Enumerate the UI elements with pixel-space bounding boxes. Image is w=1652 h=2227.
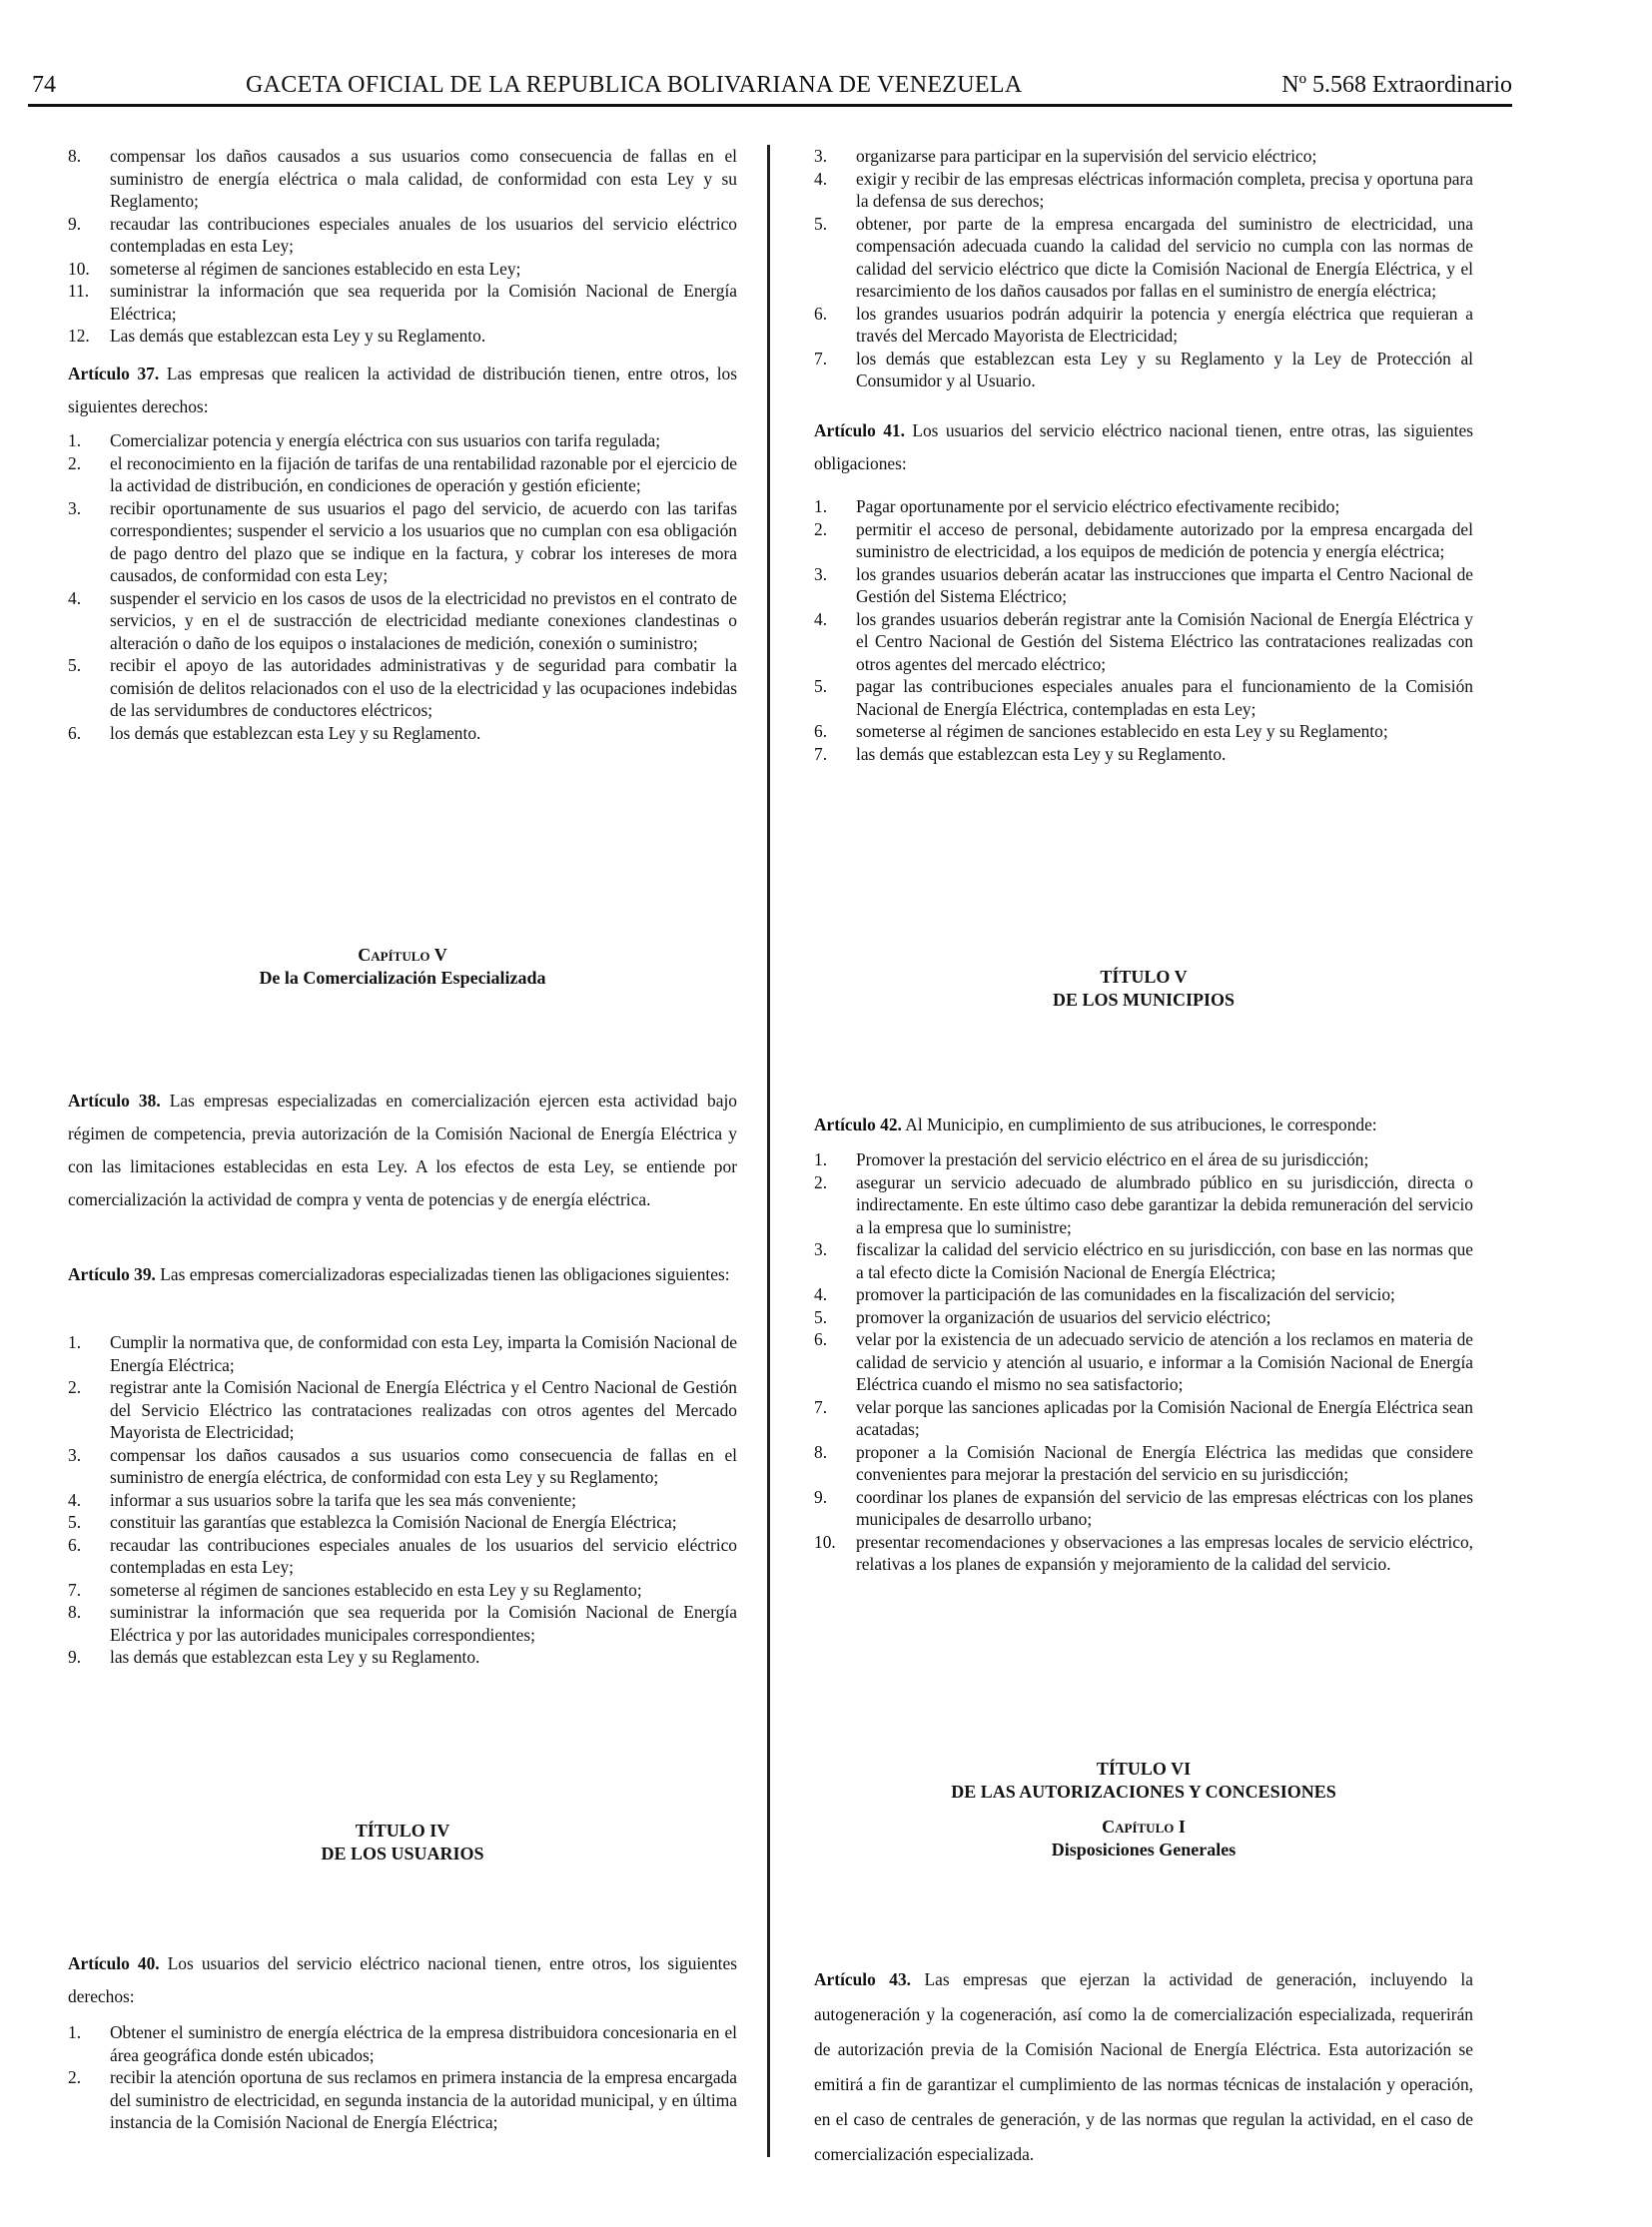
list-item — [68, 325, 737, 348]
list-item-number: 6. — [68, 1534, 82, 1555]
article-39 — [68, 1258, 737, 1291]
list-item — [814, 720, 1473, 743]
list-item — [814, 1283, 1473, 1306]
list-item-text: suspender el servicio en los casos de usos de la electricidad no previstos en el contrato de servicios, y en el de sustracción de electricidad mediante conexiones clandestinas o alteración o daño de los equipos o instalaciones de medición, conexión o suministro; — [110, 587, 737, 653]
list-item — [68, 213, 737, 258]
page-header — [28, 70, 1512, 107]
list-item-text: Cumplir la normativa que, de conformidad con esta Ley, imparta la Comisión Nacional de Energía Eléctrica; — [110, 1332, 737, 1375]
list-item-text: suministrar la información que sea requerida por la Comisión Nacional de Energía Eléctrica; — [110, 281, 737, 324]
title-number: TÍTULO V — [1100, 967, 1188, 987]
title-heading — [814, 1758, 1473, 1861]
article-label: Artículo 42. — [814, 1114, 902, 1134]
list-item-number: 5. — [68, 655, 82, 675]
list-item-text: los grandes usuarios deberán acatar las instrucciones que imparta el Centro Nacional de Gestión del Sistema Eléctrico; — [856, 563, 1473, 606]
list-item-number: 3. — [68, 1444, 82, 1465]
list-item — [68, 2066, 737, 2134]
list-item-number: 7. — [68, 1579, 82, 1600]
list-item — [68, 1489, 737, 1512]
chapter-number: Capítulo V — [358, 945, 447, 965]
list-item-text: los demás que establezcan esta Ley y su Reglamento. — [110, 722, 481, 743]
list-item — [814, 1486, 1473, 1531]
list-item — [68, 654, 737, 722]
list-item — [68, 258, 737, 281]
article-38 — [68, 1085, 737, 1216]
list-item-number: 7. — [814, 348, 828, 369]
list-item-text: someterse al régimen de sanciones establecido en esta Ley; — [110, 258, 521, 279]
list-item-number: 6. — [814, 721, 828, 741]
list-item-text: someterse al régimen de sanciones establecido en esta Ley y su Reglamento; — [856, 721, 1388, 741]
list-item-text: velar por la existencia de un adecuado servicio de atención a los reclamos en materia de calidad de servicio y atención al usuario, e informar a la Comisión Nacional de Energía Eléctrica cuando el mismo no sea satisfactorio; — [856, 1329, 1473, 1394]
list-item-number: 4. — [68, 587, 82, 608]
list-item-text: los grandes usuarios deberán registrar ante la Comisión Nacional de Energía Eléctrica y el Centro Nacional de Gestión del Sistema Eléctrico las contrataciones realizadas con otros agentes del mercado eléctrico; — [856, 608, 1473, 674]
list-item-number: 2. — [814, 1171, 828, 1192]
title-name: DE LOS MUNICIPIOS — [1052, 990, 1236, 1010]
list-item-number: 12. — [68, 326, 90, 346]
list-item-text: pagar las contribuciones especiales anuales para el funcionamiento de la Comisión Nacional de Energía Eléctrica, contempladas en esta Ley; — [856, 676, 1473, 719]
article-37-list — [68, 429, 737, 744]
list-item-text: recaudar las contribuciones especiales anuales de los usuarios del servicio eléctrico contempladas en esta Ley; — [110, 213, 737, 256]
list-item — [68, 145, 737, 213]
list-item-number: 5. — [814, 1306, 828, 1327]
list-item-text: Promover la prestación del servicio eléctrico en el área de su jurisdicción; — [856, 1149, 1369, 1169]
article-text: Los usuarios del servicio eléctrico nacional tienen, entre otros, los siguientes derechos: — [68, 1953, 737, 2006]
list-item-number: 9. — [68, 213, 82, 234]
list-item — [68, 1376, 737, 1444]
article-39-list — [68, 1331, 737, 1669]
list-item — [814, 303, 1473, 348]
column-divider — [767, 145, 770, 2157]
list-item — [68, 1331, 737, 1376]
list-item-text: recaudar las contribuciones especiales anuales de los usuarios del servicio eléctrico contempladas en esta Ley; — [110, 1534, 737, 1577]
list-item — [814, 348, 1473, 392]
list-item-text: constituir las garantías que establezca la Comisión Nacional de Energía Eléctrica; — [110, 1512, 677, 1532]
list-item-text: las demás que establezcan esta Ley y su Reglamento. — [110, 1647, 480, 1667]
article-text: Las empresas comercializadoras especializadas tienen las obligaciones siguientes: — [160, 1264, 730, 1284]
list-item-number: 2. — [68, 2067, 82, 2087]
list-item — [814, 1238, 1473, 1283]
article-text: Los usuarios del servicio eléctrico nacional tienen, entre otras, las siguientes obligaciones: — [814, 420, 1473, 473]
list-item — [68, 1601, 737, 1646]
list-item-text: recibir la atención oportuna de sus reclamos en primera instancia de la empresa encargada del suministro de electricidad, en segunda instancia de la autoridad municipal, y en última instancia de la Comisión Nacional de Energía Eléctrica; — [110, 2067, 737, 2132]
list-item-number: 10. — [68, 258, 90, 279]
list-item — [814, 743, 1473, 766]
list-item-number: 3. — [814, 563, 828, 584]
list-item-text: informar a sus usuarios sobre la tarifa que les sea más conveniente; — [110, 1489, 576, 1510]
title-heading — [68, 1820, 737, 1865]
article-40 — [68, 1947, 737, 2013]
list-item-number: 3. — [814, 146, 828, 166]
list-item-text: compensar los daños causados a sus usuarios como consecuencia de fallas en el suministro de energía eléctrica o mala calidad, de conformidad con esta Ley y su Reglamento; — [110, 146, 737, 211]
list-item — [814, 518, 1473, 563]
list-item-number: 11. — [68, 281, 90, 301]
list-item-number: 5. — [814, 676, 828, 696]
list-item-number: 6. — [814, 1329, 828, 1349]
list-item-number: 8. — [68, 146, 82, 166]
list-item — [814, 168, 1473, 213]
list-item — [68, 1646, 737, 1669]
article-41 — [814, 414, 1473, 480]
chapter-title: De la Comercialización Especializada — [259, 968, 546, 988]
list-item — [814, 1148, 1473, 1171]
list-item-number: 9. — [68, 1647, 82, 1667]
article-text: Al Municipio, en cumplimiento de sus atribuciones, le corresponde: — [905, 1114, 1377, 1134]
numbered-list — [68, 1331, 737, 1669]
title-number: TÍTULO IV — [355, 1821, 450, 1841]
list-item-text: proponer a la Comisión Nacional de Energía Eléctrica las medidas que considere convenientes para mejorar la prestación del servicio en su jurisdicción; — [856, 1441, 1473, 1484]
list-item-number: 1. — [68, 430, 82, 450]
numbered-list — [814, 145, 1473, 392]
list-item-number: 3. — [68, 497, 82, 518]
list-item — [814, 1306, 1473, 1329]
list-item-number: 5. — [814, 213, 828, 234]
list-item-text: Las demás que establezcan esta Ley y su Reglamento. — [110, 326, 486, 346]
list-item — [814, 1531, 1473, 1576]
list-item-number: 4. — [814, 168, 828, 189]
list-item — [814, 213, 1473, 303]
list-item-number: 4. — [814, 608, 828, 629]
article-41-list — [814, 495, 1473, 765]
list-item — [68, 1444, 737, 1489]
list-item — [814, 1328, 1473, 1396]
list-item-number: 8. — [68, 1602, 82, 1622]
article-text: Las empresas especializadas en comercialización ejercen esta actividad bajo régimen de competencia, previa autorización de la Comisión Nacional de Energía Eléctrica y con las limitaciones establecidas en esta Ley. A los efectos de esta Ley, se entiende por comercialización la actividad de compra y venta de potencias y de energía eléctrica. — [68, 1091, 737, 1209]
article-text: Las empresas que realicen la actividad de distribución tienen, entre otros, los siguientes derechos: — [68, 364, 737, 416]
numbered-list — [68, 145, 737, 348]
list-item-text: recibir oportunamente de sus usuarios el pago del servicio, de acuerdo con las tarifas correspondientes; suspender el servicio a los usuarios que no cumplan con esa obligación de pago dentro del plazo que se indique en la factura, y cobrar los intereses de mora causados, de conformidad con esta Ley; — [110, 497, 737, 585]
title-number: TÍTULO VI — [1096, 1759, 1192, 1779]
list-item — [814, 675, 1473, 720]
article-label: Artículo 43. — [814, 1969, 912, 1989]
list-item — [814, 563, 1473, 608]
list-item-text: exigir y recibir de las empresas eléctricas información completa, precisa y oportuna para la defensa de sus derechos; — [856, 168, 1473, 211]
chapter-number: Capítulo I — [1102, 1817, 1186, 1837]
list-item — [814, 495, 1473, 518]
list-item — [814, 145, 1473, 168]
list-item-number: 8. — [814, 1441, 828, 1462]
chapter-title: Disposiciones Generales — [1051, 1840, 1237, 1859]
article-37 — [68, 358, 737, 423]
list-item-text: presentar recomendaciones y observaciones a las empresas locales de servicio eléctrico, relativas a los planes de expansión y mejoramiento de la calidad del servicio. — [856, 1531, 1473, 1574]
gazette-title: GACETA OFICIAL DE LA REPUBLICA BOLIVARIANA DE VENEZUELA — [246, 72, 1023, 98]
numbered-list — [68, 429, 737, 744]
list-item-number: 7. — [814, 743, 828, 764]
list-item-number: 3. — [814, 1239, 828, 1259]
issue-number: Nº 5.568 Extraordinario — [1281, 72, 1512, 98]
article-label: Artículo 40. — [68, 1953, 160, 1973]
list-item — [68, 497, 737, 587]
list-item-number: 1. — [814, 496, 828, 516]
list-item-text: Obtener el suministro de energía eléctrica de la empresa distribuidora concesionaria en el área geográfica donde estén ubicados; — [110, 2022, 737, 2065]
list-item-text: el reconocimiento en la fijación de tarifas de una rentabilidad razonable por el ejercicio de la actividad de distribución, en condiciones de operación y gestión eficiente; — [110, 452, 737, 495]
title-heading — [814, 966, 1473, 1012]
article-43 — [814, 1962, 1473, 2172]
list-item-text: recibir el apoyo de las autoridades administrativas y de seguridad para combatir la comisión de delitos relacionados con el uso de la electricidad y las ocupaciones indebidas de las servidumbres de conductores eléctricos; — [110, 655, 737, 720]
list-item-number: 1. — [814, 1149, 828, 1169]
list-item-number: 5. — [68, 1512, 82, 1532]
list-item — [814, 608, 1473, 676]
list-item-number: 4. — [814, 1284, 828, 1304]
list-item-text: registrar ante la Comisión Nacional de Energía Eléctrica y el Centro Nacional de Gestión del Servicio Eléctrico las contrataciones realizadas con otros agentes del Mercado Mayorista de Electricidad; — [110, 1377, 737, 1442]
list-item-number: 2. — [814, 518, 828, 539]
list-item-text: Pagar oportunamente por el servicio eléctrico efectivamente recibido; — [856, 496, 1340, 516]
list-item-text: los grandes usuarios podrán adquirir la potencia y energía eléctrica que requieran a través del Mercado Mayorista de Electricidad; — [856, 303, 1473, 346]
article-42-list — [814, 1148, 1473, 1576]
list-item-text: promover la participación de las comunidades en la fiscalización del servicio; — [856, 1284, 1395, 1304]
list-item — [68, 587, 737, 655]
article-label: Artículo 39. — [68, 1264, 156, 1284]
list-item-text: suministrar la información que sea requerida por la Comisión Nacional de Energía Eléctrica y por las autoridades municipales correspondientes; — [110, 1602, 737, 1645]
list-item-text: compensar los daños causados a sus usuarios como consecuencia de fallas en el suministro de energía eléctrica, de conformidad con esta Ley y su Reglamento; — [110, 1444, 737, 1487]
list-item-number: 6. — [814, 303, 828, 324]
list-item-text: los demás que establezcan esta Ley y su Reglamento y la Ley de Protección al Consumidor y al Usuario. — [856, 348, 1473, 390]
article-label: Artículo 41. — [814, 420, 905, 440]
list-continuation — [68, 145, 737, 348]
chapter-heading — [68, 944, 737, 990]
title-name: DE LOS USUARIOS — [321, 1844, 484, 1863]
list-item-text: asegurar un servicio adecuado de alumbrado público en su jurisdicción, directa o indirectamente. En este último caso debe garantizar la debida remuneración del servicio a la empresa que lo suministre; — [856, 1171, 1473, 1237]
list-item-text: obtener, por parte de la empresa encargada del suministro de electricidad, una compensación adecuada cuando la calidad del servicio no cumpla con las normas de calidad del servicio eléctrico que dicte la Comisión Nacional de Energía Eléctrica, y el resarcimiento de los daños causados por fallas en el suministro de energía eléctrica; — [856, 213, 1473, 301]
list-item — [814, 1441, 1473, 1486]
article-label: Artículo 38. — [68, 1091, 161, 1111]
list-item-text: velar porque las sanciones aplicadas por la Comisión Nacional de Energía Eléctrica sean acatadas; — [856, 1396, 1473, 1439]
numbered-list — [814, 1148, 1473, 1576]
numbered-list — [814, 495, 1473, 765]
article-40-list-continued — [814, 145, 1473, 392]
list-item-text: organizarse para participar en la supervisión del servicio eléctrico; — [856, 146, 1317, 166]
list-item — [68, 2021, 737, 2066]
list-item-number: 2. — [68, 1377, 82, 1397]
list-item — [68, 1534, 737, 1579]
numbered-list — [68, 2021, 737, 2134]
list-item-text: Comercializar potencia y energía eléctrica con sus usuarios con tarifa regulada; — [110, 430, 661, 450]
article-40-list — [68, 2021, 737, 2134]
page-number: 74 — [32, 72, 56, 98]
list-item — [68, 280, 737, 325]
list-item-text: promover la organización de usuarios del servicio eléctrico; — [856, 1306, 1271, 1327]
list-item — [68, 452, 737, 497]
list-item — [68, 1579, 737, 1602]
list-item-text: coordinar los planes de expansión del servicio de las empresas eléctricas con los planes municipales de desarrollo urbano; — [856, 1486, 1473, 1529]
list-item — [68, 722, 737, 745]
list-item-number: 10. — [814, 1531, 836, 1552]
article-text: Las empresas que ejerzan la actividad de generación, incluyendo la autogeneración y la cogeneración, así como la de comercialización especializada, requerirán de autorización previa de la Comisión Nacional de Energía Eléctrica. Esta autorización se emitirá a fin de garantizar el cumplimiento de las normas técnicas de instalación y operación, en el caso de centrales de generación, y de las normas que regulan la actividad, en el caso de comercialización especializada. — [814, 1969, 1473, 2164]
list-item — [68, 1511, 737, 1534]
list-item-text: permitir el acceso de personal, debidamente autorizado por la empresa encargada del suministro de electricidad, a los equipos de medición de potencia y energía eléctrica; — [856, 518, 1473, 561]
list-item-text: fiscalizar la calidad del servicio eléctrico en su jurisdicción, con base en las normas que a tal efecto dicte la Comisión Nacional de Energía Eléctrica; — [856, 1239, 1473, 1282]
list-item-number: 1. — [68, 2022, 82, 2042]
article-label: Artículo 37. — [68, 364, 160, 383]
list-item-number: 9. — [814, 1486, 828, 1507]
list-item — [68, 429, 737, 452]
list-item-text: someterse al régimen de sanciones establecido en esta Ley y su Reglamento; — [110, 1579, 642, 1600]
list-item-text: las demás que establezcan esta Ley y su Reglamento. — [856, 743, 1227, 764]
article-42 — [814, 1109, 1473, 1141]
list-item-number: 6. — [68, 722, 82, 743]
list-item-number: 1. — [68, 1332, 82, 1352]
list-item — [814, 1396, 1473, 1441]
title-name: DE LAS AUTORIZACIONES Y CONCESIONES — [951, 1782, 1336, 1802]
list-item-number: 7. — [814, 1396, 828, 1417]
list-item-number: 2. — [68, 452, 82, 473]
list-item-number: 4. — [68, 1489, 82, 1510]
list-item — [814, 1171, 1473, 1239]
